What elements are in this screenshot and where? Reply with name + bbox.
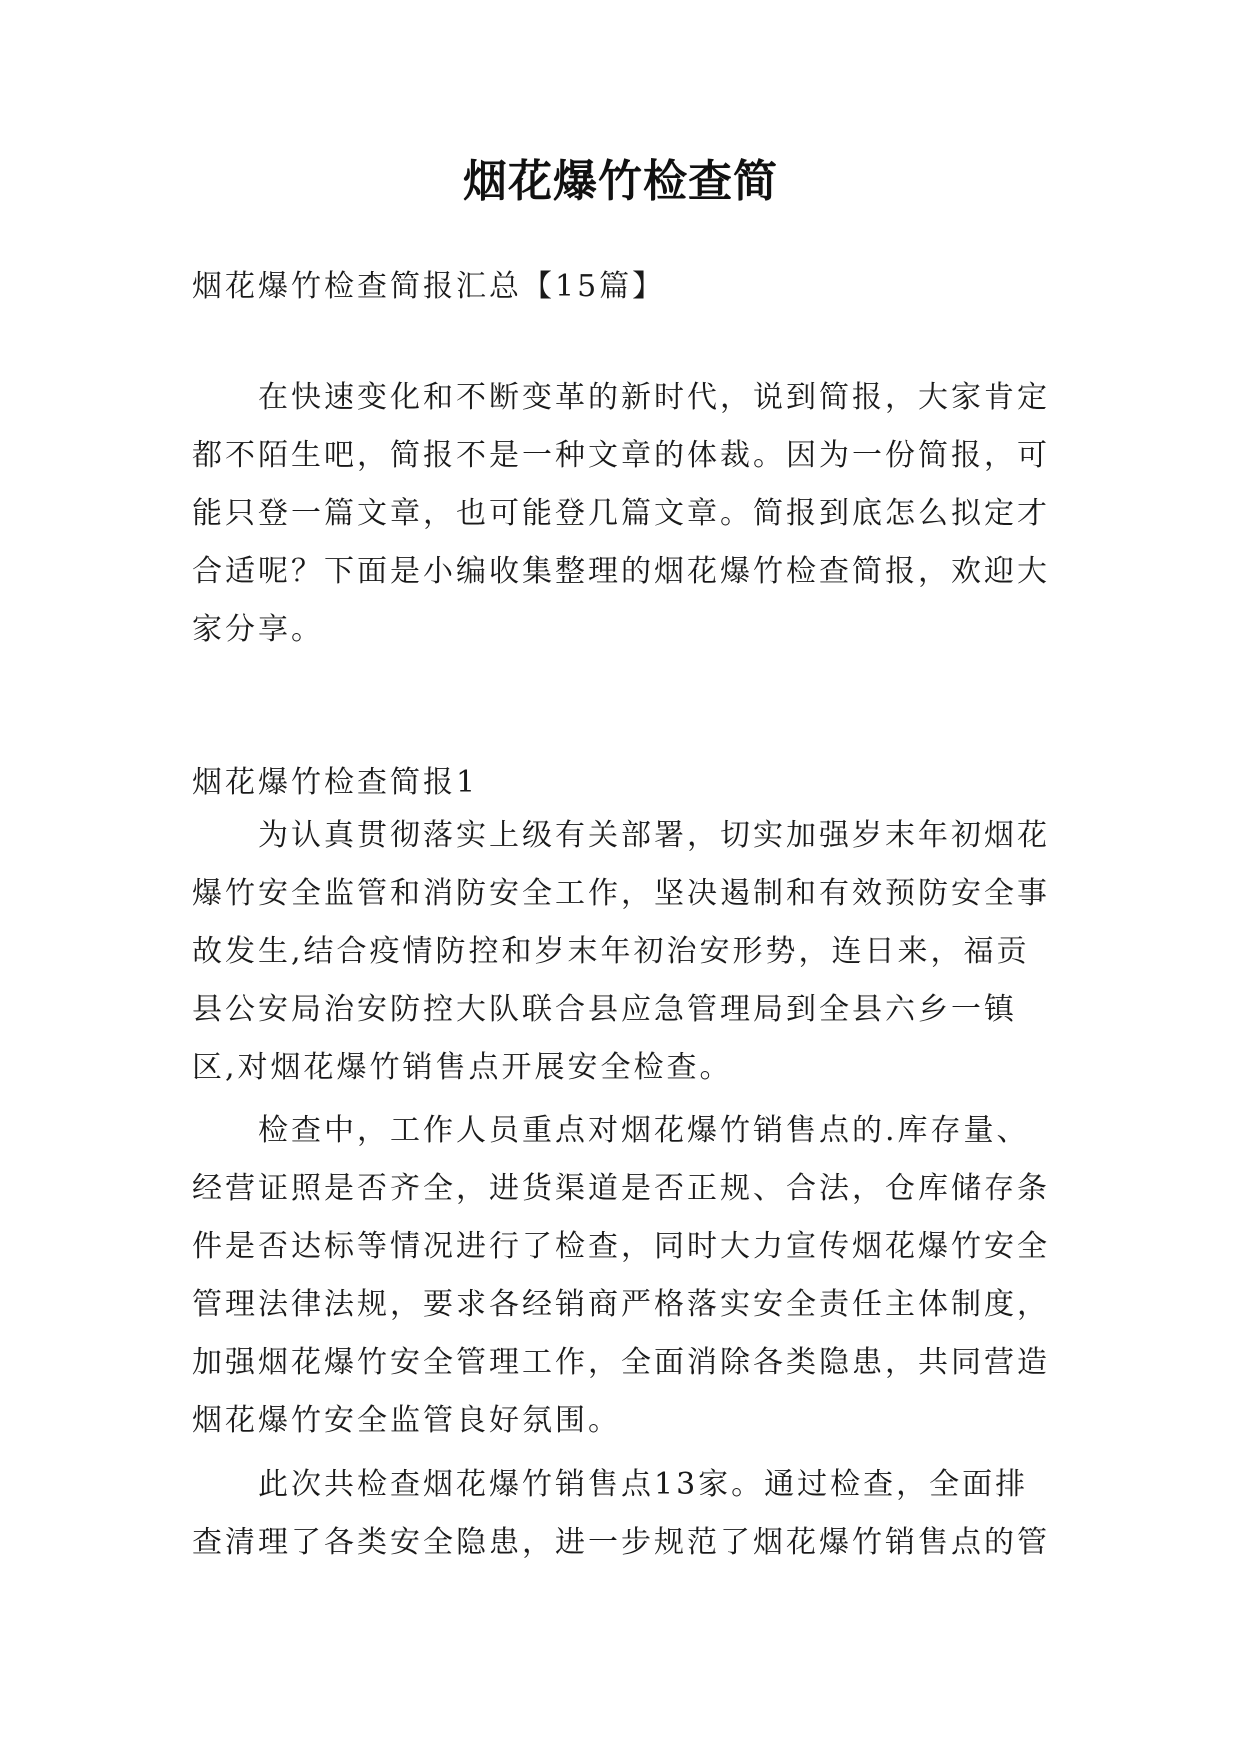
intro-line-1: 在快速变化和不断变革的新时代，说到简报，大家肯定 xyxy=(258,380,1050,415)
section-1-p2-line-1: 检查中，工作人员重点对烟花爆竹销售点的.库存量、 xyxy=(258,1113,1030,1148)
document-subtitle: 烟花爆竹检查简报汇总【15篇】 xyxy=(192,269,666,304)
section-1-p1-line-1: 为认真贯彻落实上级有关部署，切实加强岁末年初烟花 xyxy=(258,818,1050,853)
section-1-p2-line-5: 加强烟花爆竹安全管理工作，全面消除各类隐患，共同营造 xyxy=(192,1345,1050,1380)
section-1-p2-line-6: 烟花爆竹安全监管良好氛围。 xyxy=(192,1403,621,1438)
intro-line-2: 都不陌生吧，简报不是一种文章的体裁。因为一份简报，可 xyxy=(192,438,1050,473)
intro-line-5: 家分享。 xyxy=(192,612,324,647)
section-1-p3-line-2: 查清理了各类安全隐患，进一步规范了烟花爆竹销售点的管 xyxy=(192,1525,1050,1560)
section-1-heading: 烟花爆竹检查简报1 xyxy=(192,765,479,800)
intro-line-4: 合适呢？下面是小编收集整理的烟花爆竹检查简报，欢迎大 xyxy=(192,554,1050,589)
section-1-p3-line-1: 此次共检查烟花爆竹销售点13家。通过检查，全面排 xyxy=(258,1467,1029,1502)
section-1-paragraph-3 xyxy=(192,1456,1062,1572)
section-1-p1-line-2: 爆竹安全监管和消防安全工作，坚决遏制和有效预防安全事 xyxy=(192,876,1050,911)
document-title: 烟花爆竹检查简 xyxy=(463,156,778,207)
section-1-paragraph-2 xyxy=(192,1102,1062,1450)
section-1-p1-line-5: 区,对烟花爆竹销售点开展安全检查。 xyxy=(192,1050,733,1085)
section-1-p1-line-4: 县公安局治安防控大队联合县应急管理局到全县六乡一镇 xyxy=(192,992,1017,1027)
section-1-p1-line-3: 故发生,结合疫情防控和岁末年初治安形势，连日来，福贡 xyxy=(192,934,1030,969)
intro-paragraph xyxy=(192,369,1062,659)
section-1-p2-line-4: 管理法律法规，要求各经销商严格落实安全责任主体制度， xyxy=(192,1287,1050,1322)
section-1-p2-line-3: 件是否达标等情况进行了检查，同时大力宣传烟花爆竹安全 xyxy=(192,1229,1050,1264)
section-1-p2-line-2: 经营证照是否齐全，进货渠道是否正规、合法，仓库储存条 xyxy=(192,1171,1050,1206)
intro-line-3: 能只登一篇文章，也可能登几篇文章。简报到底怎么拟定才 xyxy=(192,496,1050,531)
section-1-paragraph-1 xyxy=(192,807,1062,1097)
